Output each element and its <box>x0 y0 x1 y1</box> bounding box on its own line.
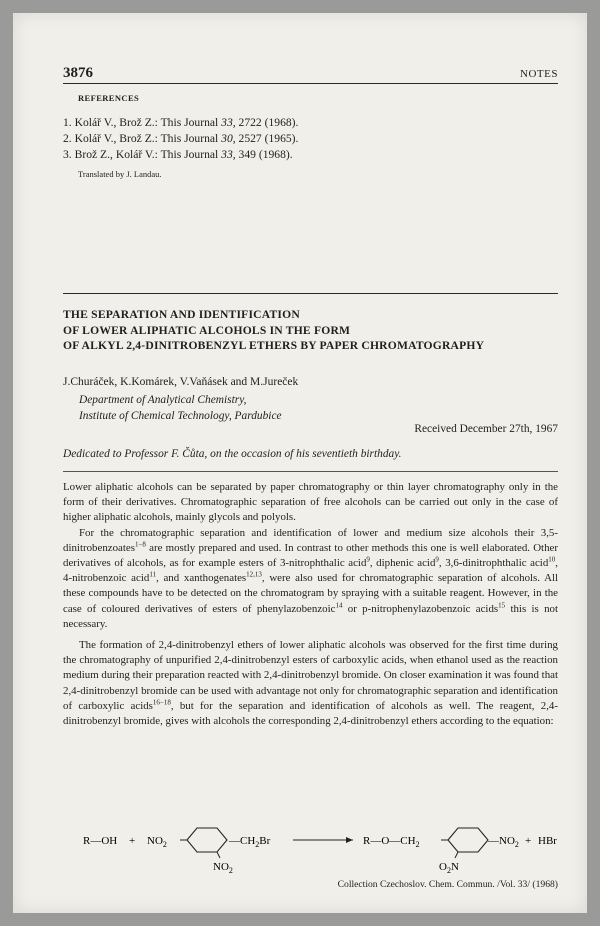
reference-item: 1. Kolář V., Brož Z.: This Journal 33, 2722 (1968). <box>63 116 299 129</box>
received-date: Received December 27th, 1967 <box>414 423 558 435</box>
header-rule <box>63 83 558 84</box>
journal-page <box>13 13 587 913</box>
eq-no2-left: $NO_2$ <box>147 835 167 849</box>
bond-down-right <box>455 852 458 858</box>
article-rule <box>63 293 558 294</box>
affiliation: Department of Analytical Chemistry, Institute of Chemical Technology, Pardubice <box>79 394 282 422</box>
dedication: Dedicated to Professor F. Čůta, on the occasion of his seventieth birthday. <box>63 448 402 460</box>
bond-down-left <box>217 852 220 858</box>
section-name: NOTES <box>520 68 558 80</box>
reaction-equation <box>63 818 558 878</box>
reference-list <box>63 115 558 163</box>
paragraph: The formation of 2,4-dinitrobenzyl ethers of lower aliphatic alcohols was observed for the first time during the chromatography of unpurified 2,4-dinitrobenzyl esters of carboxylic acids, when ethanol used as the reaction medium during their preparation reacted with 2,4-dinitrobenzyl bromide. On closer examination it was found that 2,4-dinitrobenzyl bromide can be used with advantage not only for chromatographic separation and identification of carboxylic acids$^{16-18}$, but for the separation and identification of alcohols as well. The reagent, 2,4-dinitrobenzyl bromide, gives with alcohols the corresponding 2,4-dinitrobenzyl ethers according to the equation: <box>63 639 558 728</box>
eq-no2-bottom-left: $NO_2$ <box>213 861 233 875</box>
arrow-head <box>346 837 353 843</box>
eq-roh: R—OH <box>83 835 118 847</box>
translator-note: Translated by J. Landau. <box>78 169 162 179</box>
paragraph: Lower aliphatic alcohols can be separated by paper chromatography or thin layer chromatography only in the form of their derivatives. Chromatographic separation of free alcohols can be carried out only in the case of higher aliphatic alcohols, mainly glycols and polyols. <box>63 481 558 524</box>
article-authors: J.Churáček, K.Komárek, V.Vaňásek and M.Jureček <box>63 376 299 388</box>
page-header <box>63 65 558 82</box>
reference-item: 3. Brož Z., Kolář V.: This Journal 33, 349 (1968). <box>63 148 293 161</box>
eq-no2-right: $—NO_2$ <box>488 835 519 849</box>
page-number: 3876 <box>63 65 93 81</box>
eq-hbr: HBr <box>538 835 557 847</box>
eq-o2n: $O_2N$ <box>439 861 459 875</box>
benzene-ring-left <box>187 828 227 852</box>
eq-plus-2: + <box>525 835 532 847</box>
dedication-rule <box>63 471 558 472</box>
journal-footer: Collection Czechoslov. Chem. Commun. /Vol. 33/ (1968) <box>337 879 558 890</box>
benzene-ring-right <box>448 828 488 852</box>
eq-plus: + <box>129 835 136 847</box>
eq-ch2br: $—CH_2Br$ <box>229 835 271 849</box>
references-heading: REFERENCES <box>78 93 140 103</box>
paragraph: For the chromatographic separation and identification of lower and medium size alcohols their 3,5-dinitrobenzoates$^{1-8}$ are mostly prepared and used. In contrast to other methods this one is well elaborated. Other derivatives of alcohols, as for example esters of 3-nitrophthalic acid$^9$, diphenic acid$^9$, 3,6-dinitrophthalic acid$^{10}$, 4-nitrobenzoic acid$^{11}$, and xanthogenates$^{12,13}$, were also used for chromatographic separation of alcohols. All these compounds have to be detected on the chromatogram by spraying with a suitable reagent. However, in the case of coloured derivatives of esters of phenylazobenzoic$^{14}$ or p-nitrophenylazobenzoic acids$^{15}$ this is not necessary. <box>63 526 559 630</box>
article-title: THE SEPARATION AND IDENTIFICATION OF LOWER ALIPHATIC ALCOHOLS IN THE FORM OF ALKYL 2,4-DINITROBENZYL ETHERS BY PAPER CHROMATOGRAPHY <box>63 308 485 352</box>
eq-ro-ch2: $R—O—CH_2$ <box>363 835 420 849</box>
article-body <box>63 480 558 729</box>
reference-item: 2. Kolář V., Brož Z.: This Journal 30, 2527 (1965). <box>63 132 299 145</box>
